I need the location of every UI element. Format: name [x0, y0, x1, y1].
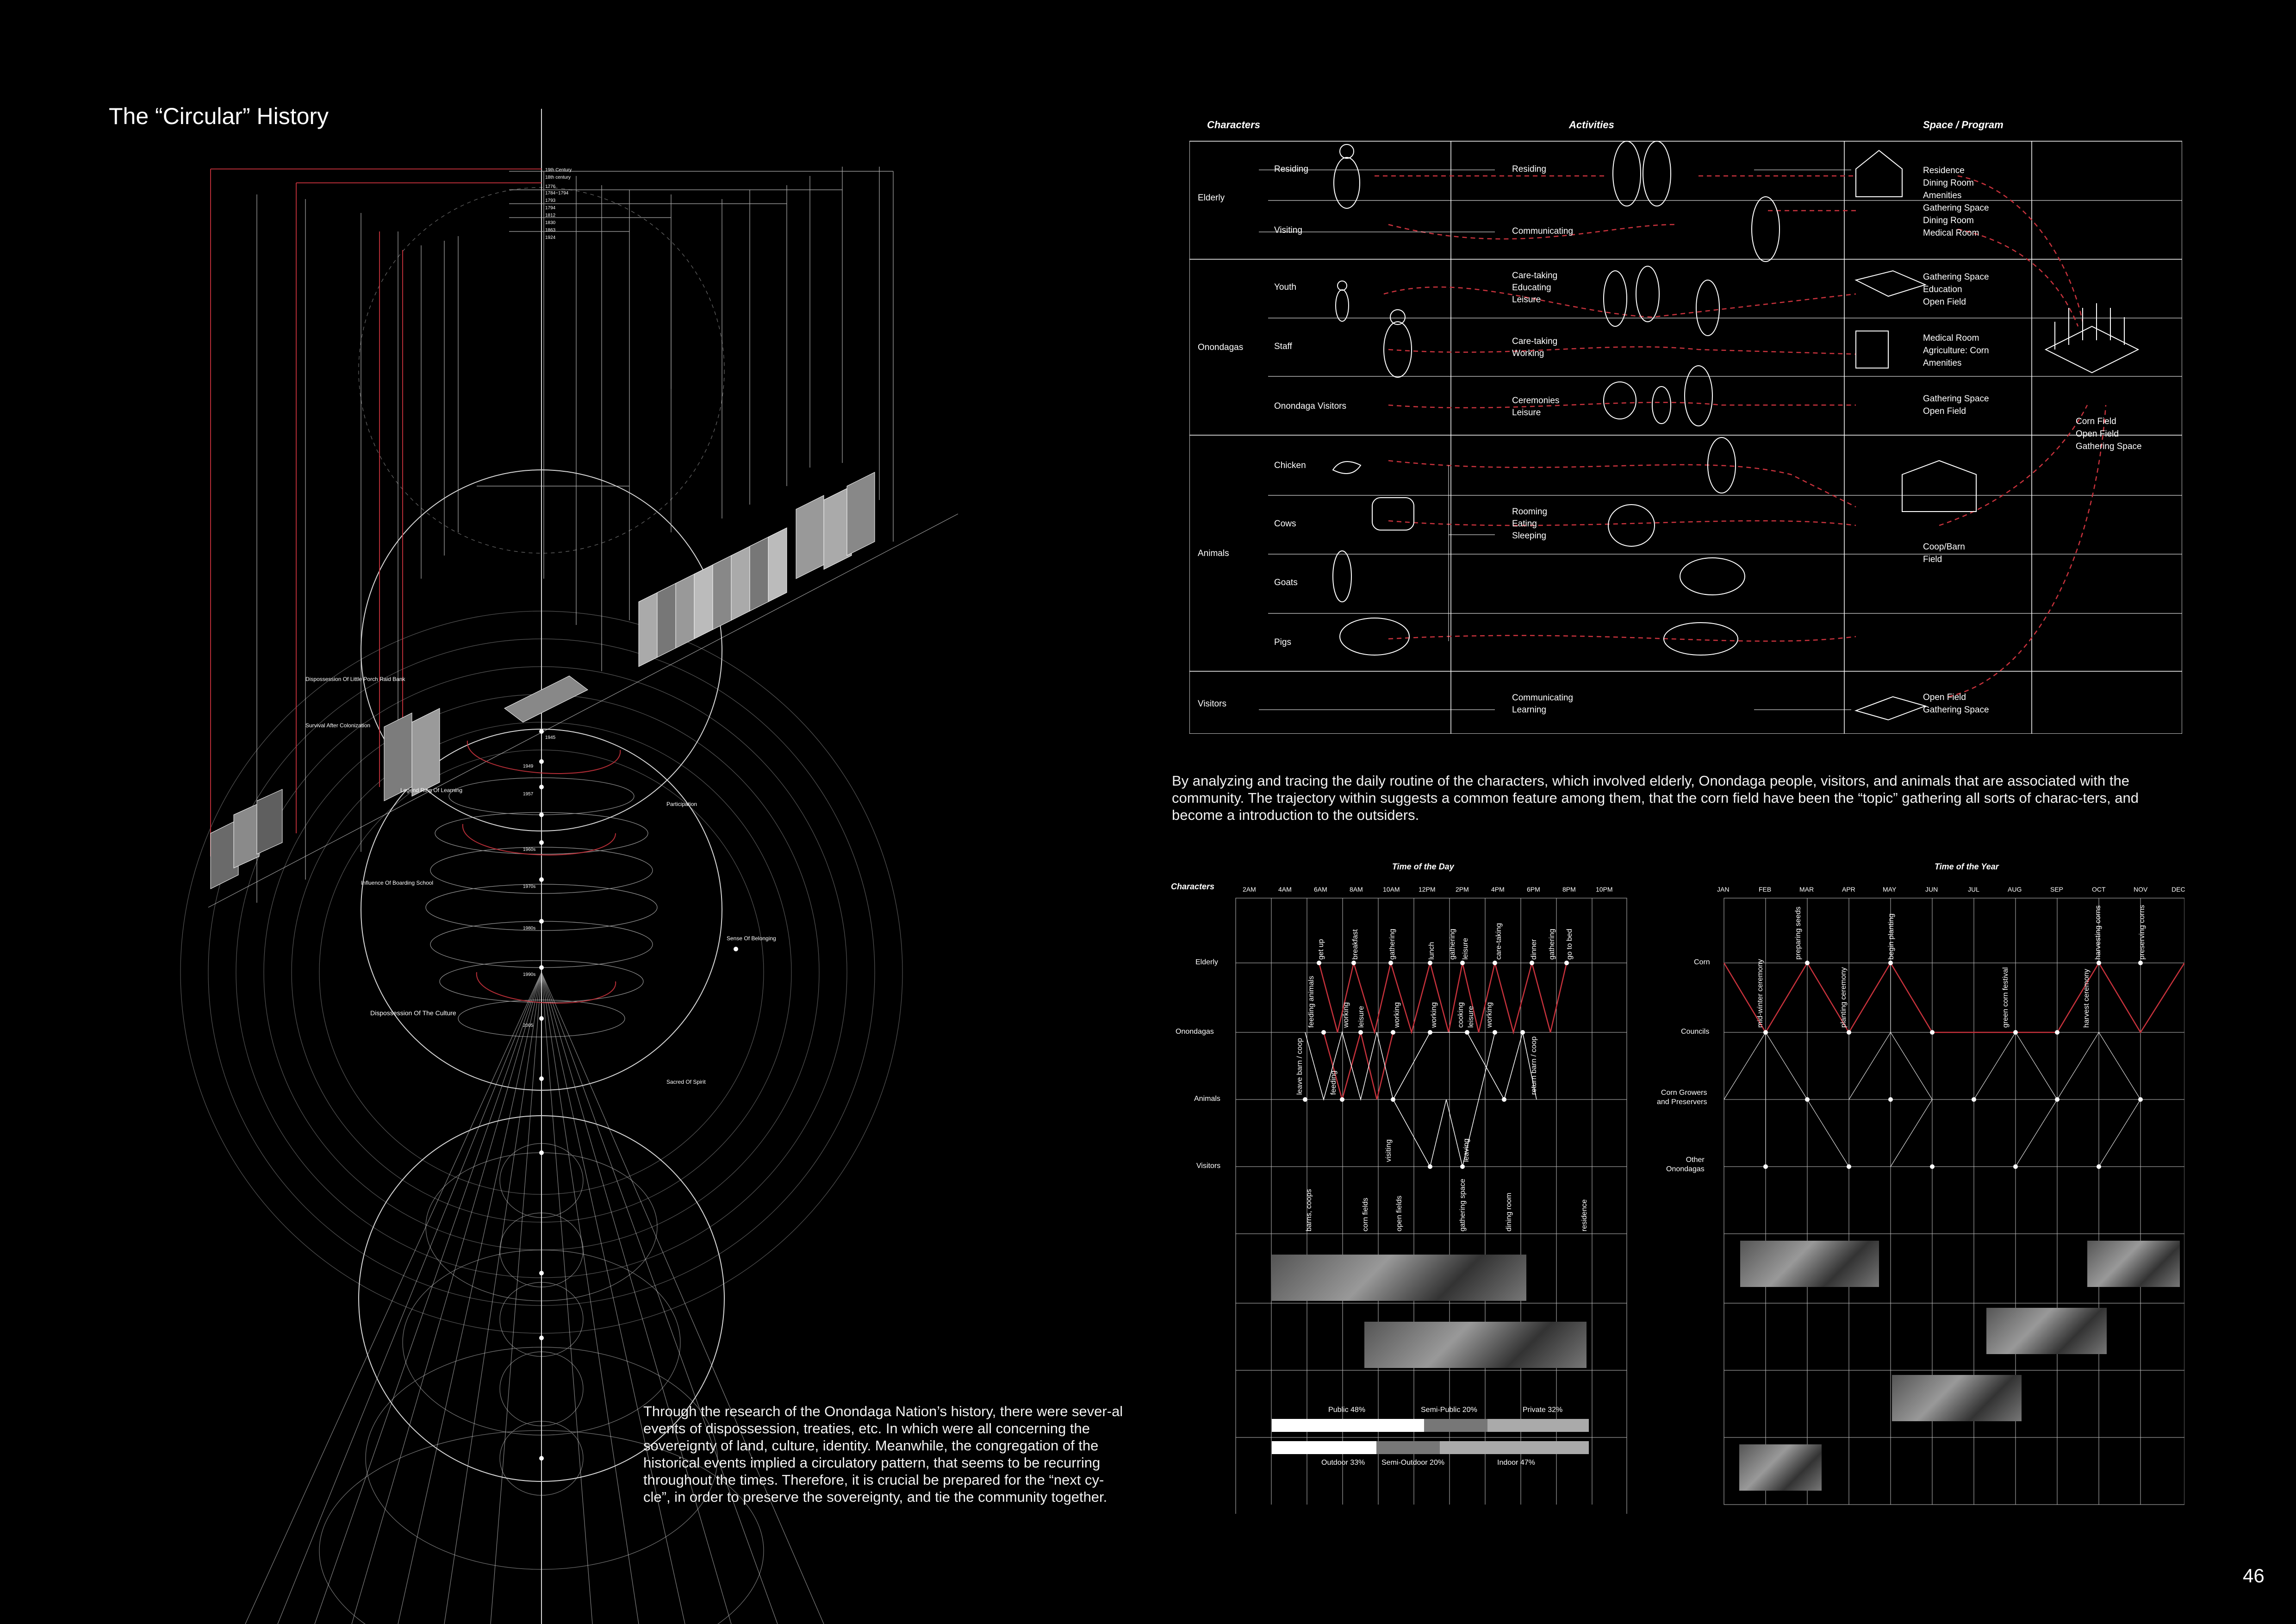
place-label: dining room — [1505, 1193, 1513, 1231]
time-tick: 12PM — [1419, 886, 1436, 893]
day-photo — [1272, 1255, 1526, 1301]
time-tick: 10AM — [1383, 886, 1400, 893]
bar-label: Private 32% — [1523, 1406, 1563, 1414]
timeline-year: 1924 — [545, 235, 556, 240]
activity-table-lines — [1189, 118, 2182, 734]
bar-label: Semi-Outdoor 20% — [1381, 1459, 1445, 1467]
elderly-event: gathering — [1548, 929, 1556, 960]
time-tick: 6AM — [1314, 886, 1327, 893]
group-elderly: Elderly — [1198, 193, 1225, 203]
day-chart — [1171, 859, 1629, 1514]
timeline-label: Dispossession Of The Culture — [370, 1009, 456, 1017]
space-label: Residence Dining Room Amenities Gathering Space Dining Room Medical Room — [1923, 166, 1989, 238]
timeline-year: 1960s — [523, 847, 536, 852]
year-event: harvest ceremony — [2083, 968, 2091, 1028]
day-row-label: Animals — [1194, 1095, 1220, 1103]
month-tick: MAY — [1883, 886, 1897, 893]
timeline-year: 19th Century — [545, 168, 572, 173]
place-label: residence — [1580, 1199, 1588, 1231]
month-tick: FEB — [1759, 886, 1772, 893]
timeline-year: 18th century — [545, 175, 571, 180]
year-photo — [1740, 1241, 1879, 1287]
analysis-paragraph: By analyzing and tracing the daily routine of the characters, which involved elderly, Onondaga people, visitors, and animals that are associated with the community. The trajectory within suggests a common feature among them, that the corn field have been the “topic” gathering all sorts of charac-ters, and become a introduction to the outsiders. — [1172, 773, 2139, 823]
header-activities: Activities — [1569, 119, 1614, 131]
elderly-event: breakfast — [1351, 929, 1359, 960]
row-label: Onondaga Visitors — [1274, 401, 1346, 411]
place-label: open fields — [1395, 1195, 1403, 1231]
visitor-event: leaving — [1462, 1138, 1470, 1162]
activity-label: Communicating — [1512, 226, 1573, 236]
animal-event: leave barn / coop — [1296, 1038, 1304, 1095]
timeline-year: 1945 — [545, 735, 556, 740]
elderly-event: get up — [1317, 939, 1325, 960]
elderly-event: dinner — [1530, 939, 1538, 960]
bar-label: Outdoor 33% — [1321, 1459, 1365, 1467]
space-label: Gathering Space Education Open Field — [1923, 272, 1989, 307]
row-label: Residing — [1274, 164, 1308, 174]
time-tick: 6PM — [1527, 886, 1540, 893]
row-label: Pigs — [1274, 637, 1291, 647]
elderly-event: gathering — [1388, 929, 1396, 960]
day-photo — [1364, 1322, 1587, 1368]
bar-label: Indoor 47% — [1497, 1459, 1535, 1467]
space-bar-bottom — [1272, 1441, 1589, 1454]
day-row-label: Visitors — [1196, 1162, 1221, 1170]
onondaga-event: leisure — [1467, 1006, 1475, 1028]
animal-event: return barn / coop — [1530, 1036, 1538, 1095]
month-tick: DEC — [2172, 886, 2185, 893]
space-label: Open Field Gathering Space — [1923, 693, 1989, 715]
year-photo — [1986, 1308, 2107, 1354]
timeline-label: Sacred Of Spirit — [666, 1079, 706, 1085]
timeline-year: 1970s — [523, 884, 536, 889]
timeline-label: Dispossession Of Little Porch Raid Bank — [305, 676, 405, 682]
time-tick: 4PM — [1491, 886, 1505, 893]
space-label: Corn Field Open Field Gathering Space — [2076, 417, 2142, 451]
year-photo — [1892, 1375, 2022, 1421]
time-tick: 10PM — [1596, 886, 1613, 893]
onondaga-event: cooking — [1457, 1002, 1465, 1028]
timeline-label: Survival After Colonization — [305, 722, 371, 729]
group-onondagas: Onondagas — [1198, 343, 1244, 352]
year-row-label: Corn Growers and Preservers — [1657, 1089, 1707, 1106]
space-label: Coop/Barn Field — [1923, 542, 1965, 564]
year-event: harvesting corns — [2094, 905, 2102, 960]
day-chart-grid — [1171, 859, 1629, 1514]
year-photo — [1739, 1444, 1822, 1491]
month-tick: JAN — [1717, 886, 1730, 893]
year-event: planting ceremony — [1840, 967, 1848, 1028]
year-row-label: Other Onondagas — [1666, 1156, 1705, 1173]
year-row-label: Councils — [1681, 1028, 1710, 1036]
timeline-year: 1784~1794 — [545, 191, 569, 196]
header-space: Space / Program — [1923, 119, 2004, 131]
onondaga-event: leisure — [1357, 1006, 1365, 1028]
timeline-label: Participation — [666, 801, 697, 807]
bar-semi-public — [1424, 1419, 1487, 1432]
bar-label: Semi-Public 20% — [1421, 1406, 1477, 1414]
year-row-label: Corn — [1694, 958, 1710, 966]
history-paragraph: Through the research of the Onondaga Nation’s history, there were sever-al events of dispossession, treaties, etc. In which were all concerning the sovereignty of land, culture, identity. Meanwhile, the congregation of the historical events implied a circulatory pattern, that seems to be recurring throughout the times. Therefore, it is crucial be prepared for the “next cy-cle”, in order to preserve the sovereignty, and tie the community together. — [643, 1403, 1123, 1505]
month-tick: OCT — [2092, 886, 2106, 893]
visitor-event: visiting — [1385, 1139, 1393, 1162]
day-row-label: Elderly — [1195, 958, 1218, 966]
timeline-year: 1794 — [545, 206, 556, 211]
row-label: Cows — [1274, 519, 1296, 529]
year-chart — [1657, 859, 2184, 1514]
group-visitors: Visitors — [1198, 699, 1226, 709]
time-tick: 8PM — [1562, 886, 1576, 893]
elderly-event: go to bed — [1566, 929, 1574, 960]
day-row-label: Onondagas — [1176, 1028, 1214, 1036]
place-label: gathering space — [1459, 1179, 1467, 1231]
day-chart-title: Time of the Day — [1392, 862, 1454, 871]
time-tick: 2AM — [1243, 886, 1256, 893]
place-label: barns, coops — [1305, 1189, 1313, 1231]
onondaga-event: feeding animals — [1307, 975, 1315, 1028]
circular-history-diagram — [0, 0, 1018, 1624]
page-number: 46 — [2243, 1565, 2265, 1587]
timeline-year: 1957 — [523, 792, 534, 797]
timeline-label: Influence Of Boarding School — [361, 880, 434, 886]
year-event: green corn festival — [2002, 967, 2010, 1028]
row-label: Staff — [1274, 342, 1292, 351]
timeline-year: 1776 — [545, 184, 556, 189]
month-tick: JUN — [1925, 886, 1938, 893]
timeline-year: 1863 — [545, 228, 556, 233]
animal-event: feeding — [1330, 1070, 1338, 1095]
timeline-year: 1812 — [545, 213, 556, 218]
year-chart-title: Time of the Year — [1935, 862, 1999, 871]
page-title: The “Circular” History — [109, 103, 329, 129]
place-label: corn fields — [1362, 1198, 1369, 1231]
activity-label: Care-taking Educating Leisure — [1512, 271, 1558, 305]
month-tick: JUL — [1968, 886, 1979, 893]
elderly-event: leisure — [1462, 937, 1469, 960]
header-characters: Characters — [1207, 119, 1260, 131]
month-tick: AUG — [2008, 886, 2022, 893]
year-event: preparing seeds — [1794, 906, 1802, 960]
timeline-year: 1990s — [523, 972, 536, 977]
timeline-label: Legend Ring Of Learning — [400, 787, 463, 793]
onondaga-event: working — [1430, 1002, 1438, 1028]
group-animals: Animals — [1198, 549, 1229, 558]
month-tick: MAR — [1799, 886, 1814, 893]
month-tick: SEP — [2050, 886, 2064, 893]
elderly-event: lunch — [1428, 942, 1436, 960]
year-event: begin planting — [1887, 913, 1895, 960]
month-tick: APR — [1842, 886, 1855, 893]
bar-indoor — [1440, 1441, 1589, 1454]
timeline-year: 1949 — [523, 764, 534, 769]
timeline-year: 2005 — [523, 1023, 534, 1028]
time-tick: 4AM — [1278, 886, 1292, 893]
elderly-event: gathering — [1449, 929, 1456, 960]
space-label: Medical Room Agriculture: Corn Amenities — [1923, 333, 1989, 368]
row-label: Youth — [1274, 282, 1296, 292]
row-label: Chicken — [1274, 461, 1306, 470]
year-event: mid-winter ceremony — [1756, 959, 1764, 1028]
timeline-label: Sense Of Belonging — [727, 935, 776, 942]
elderly-event: care-taking — [1495, 923, 1503, 960]
space-bar-top — [1272, 1419, 1589, 1432]
timeline-year: 1793 — [545, 198, 556, 203]
bar-outdoor — [1272, 1441, 1376, 1454]
month-tick: NOV — [2134, 886, 2148, 893]
onondaga-event: working — [1342, 1002, 1350, 1028]
time-tick: 8AM — [1350, 886, 1363, 893]
year-photo — [2087, 1241, 2180, 1287]
onondaga-event: working — [1486, 1002, 1493, 1028]
bar-label: Public 48% — [1328, 1406, 1366, 1414]
timeline-year: 1980s — [523, 926, 536, 931]
activity-label: Rooming Eating Sleeping — [1512, 507, 1548, 541]
time-tick: 2PM — [1456, 886, 1469, 893]
activity-label: Care-taking Working — [1512, 337, 1558, 358]
day-chart-characters: Characters — [1171, 882, 1215, 891]
activity-table — [1189, 118, 2182, 734]
activity-label: Residing — [1512, 164, 1546, 174]
bar-public — [1272, 1419, 1424, 1432]
activity-label: Ceremonies Leisure — [1512, 396, 1560, 418]
bar-semi-outdoor — [1376, 1441, 1440, 1454]
timeline-year: 1830 — [545, 220, 556, 225]
year-event: preserving corns — [2138, 905, 2146, 960]
space-label: Gathering Space Open Field — [1923, 394, 1989, 416]
activity-label: Communicating Learning — [1512, 693, 1573, 715]
row-label: Goats — [1274, 578, 1298, 587]
onondaga-event: working — [1393, 1002, 1401, 1028]
row-label: Visiting — [1274, 225, 1302, 235]
bar-private — [1487, 1419, 1589, 1432]
